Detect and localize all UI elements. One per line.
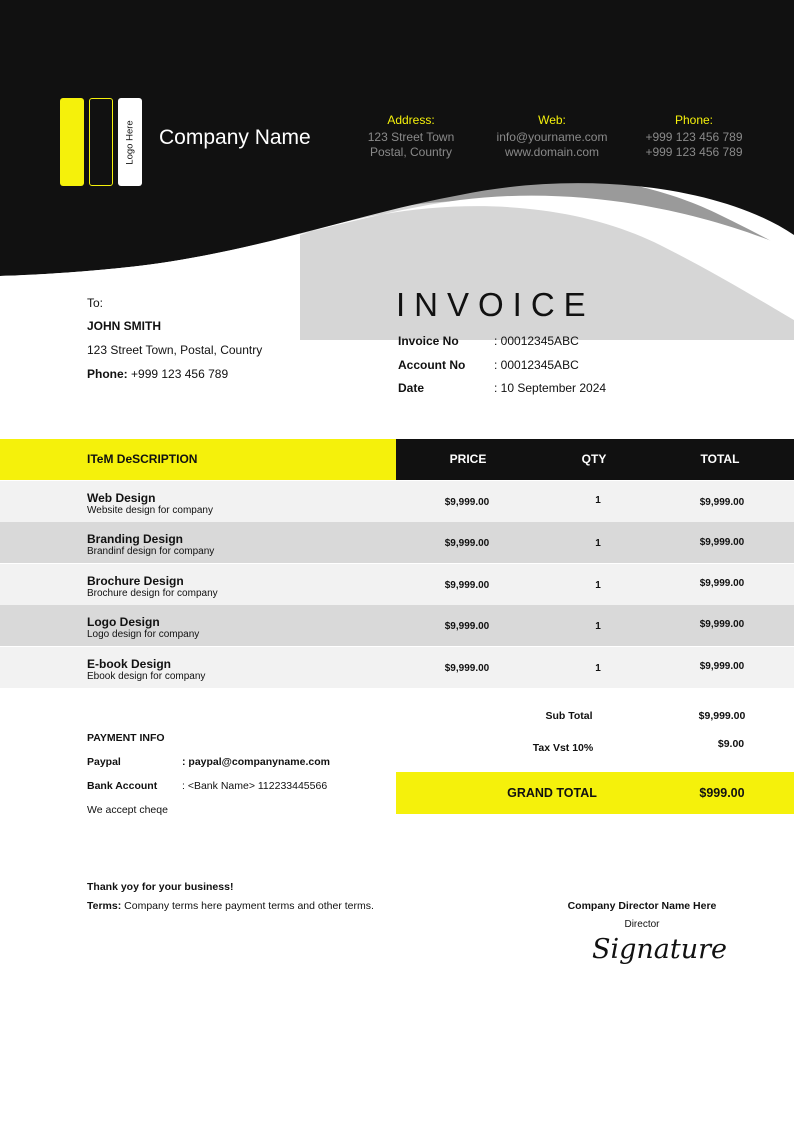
item-qty: 1	[595, 621, 601, 632]
subtotal-value: $9,999.00	[698, 710, 746, 722]
item-price: $9,999.00	[444, 497, 490, 508]
company-name: Company Name	[159, 126, 311, 149]
header-qty: QTY	[581, 452, 607, 466]
paypal-value: : paypal@companyname.com	[182, 756, 330, 768]
header-total: TOTAL	[700, 452, 740, 466]
bill-to-label: To:	[87, 296, 104, 310]
web-domain[interactable]: www.domain.com	[504, 145, 600, 159]
client-phone	[87, 367, 228, 381]
phone-block	[619, 113, 769, 160]
web-block	[477, 113, 627, 160]
payment-info-title: PAYMENT INFO	[87, 732, 165, 744]
grand-total-label: GRAND TOTAL	[507, 786, 597, 800]
tax-value: $9.00	[717, 738, 745, 750]
item-total: $9,999.00	[699, 537, 745, 548]
item-total: $9,999.00	[699, 578, 745, 589]
client-phone-label: Phone:	[87, 367, 128, 381]
phone-line-2: +999 123 456 789	[645, 145, 743, 159]
item-name: Branding Design	[87, 532, 184, 546]
item-qty: 1	[595, 580, 601, 591]
header-item-description: ITeM DeSCRIPTION	[87, 452, 198, 466]
item-total: $9,999.00	[699, 619, 745, 630]
address-block	[336, 113, 486, 160]
item-price: $9,999.00	[444, 580, 490, 591]
terms-text: Company terms here payment terms and other terms.	[124, 900, 374, 912]
logo-bar-yellow	[60, 98, 84, 186]
client-phone-value: +999 123 456 789	[131, 367, 229, 381]
terms-label: Terms:	[87, 900, 122, 912]
paypal-label: Paypal	[87, 756, 121, 768]
invoice-title: INVOICE	[396, 286, 595, 323]
address-line-2: Postal, Country	[369, 145, 453, 159]
item-description: Brochure design for company	[87, 588, 218, 599]
item-description: Logo design for company	[87, 629, 200, 640]
bank-account-value: : <Bank Name> 112233445566	[182, 780, 328, 792]
item-price: $9,999.00	[444, 621, 490, 632]
client-name: JOHN SMITH	[87, 319, 162, 333]
address-line-1: 123 Street Town	[367, 130, 455, 144]
item-price: $9,999.00	[444, 538, 490, 549]
item-total: $9,999.00	[699, 497, 745, 508]
invoice-no-label: Invoice No	[398, 334, 459, 348]
director-title: Director	[624, 919, 660, 930]
signature: Signature	[592, 934, 728, 965]
item-total: $9,999.00	[699, 661, 745, 672]
terms	[87, 900, 374, 912]
item-name: Brochure Design	[87, 574, 184, 588]
item-name: E-book Design	[87, 657, 172, 671]
table-row	[0, 481, 794, 522]
header-price: PRICE	[449, 452, 487, 466]
table-row	[0, 647, 794, 688]
item-description: Website design for company	[87, 505, 213, 516]
item-name: Logo Design	[87, 615, 160, 629]
phone-line-1: +999 123 456 789	[645, 130, 743, 144]
item-description: Brandinf design for company	[87, 546, 215, 557]
subtotal-label: Sub Total	[545, 710, 593, 722]
director-name: Company Director Name Here	[567, 900, 717, 912]
invoice-no-value: : 00012345ABC	[494, 334, 579, 348]
item-description: Ebook design for company	[87, 671, 206, 682]
item-price: $9,999.00	[444, 663, 490, 674]
grand-total-value: $999.00	[699, 786, 745, 800]
item-name: Web Design	[87, 491, 156, 505]
item-qty: 1	[595, 495, 601, 506]
phone-label: Phone:	[674, 113, 714, 127]
item-qty: 1	[595, 538, 601, 549]
logo-bar-outline	[89, 98, 113, 186]
web-email[interactable]: info@yourname.com	[496, 130, 608, 144]
client-address: 123 Street Town, Postal, Country	[87, 343, 263, 357]
item-qty: 1	[595, 663, 601, 674]
address-label: Address:	[387, 113, 435, 127]
account-no-value: : 00012345ABC	[494, 358, 579, 372]
table-row	[0, 522, 794, 563]
web-label: Web:	[538, 113, 566, 127]
logo-text: Logo Here	[124, 119, 136, 165]
date-value: : 10 September 2024	[494, 381, 607, 395]
thank-you-note: Thank yoy for your business!	[87, 881, 234, 893]
table-header-description-bg	[0, 439, 396, 480]
tax-label: Tax Vst 10%	[532, 742, 594, 754]
table-row	[0, 564, 794, 605]
date-label: Date	[398, 381, 425, 395]
bank-account-label: Bank Account	[87, 780, 158, 792]
table-row	[0, 605, 794, 646]
payment-note: We accept cheqe	[87, 804, 168, 816]
account-no-label: Account No	[398, 358, 466, 372]
